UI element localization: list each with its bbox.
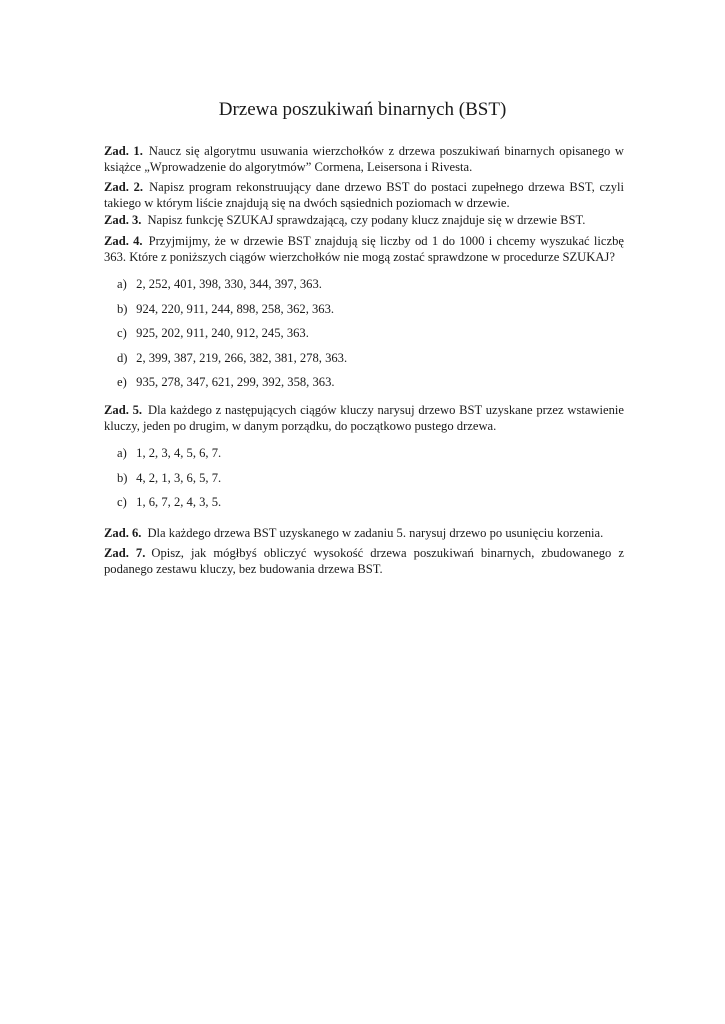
task-label: Zad. 2. (104, 180, 144, 194)
item-text: 2, 252, 401, 398, 330, 344, 397, 363. (136, 277, 322, 291)
item-marker: a) (117, 277, 127, 291)
task-7 (104, 545, 624, 577)
task-text: Naucz się algorytmu usuwania wierzchołków z drzewa poszukiwań binarnych opisanego w książce „Wprowadzenie do algorytmów” Cormena, Leisersona i Rivesta. (104, 144, 624, 174)
list-item (117, 276, 347, 301)
task-text: Napisz program rekonstruujący dane drzewo BST do postaci zupełnego drzewa BST, czyli takiego w którym liście znajdują się na dwóch sąsiednich poziomach w drzewie. (104, 180, 624, 210)
task-label: Zad. 7. (104, 546, 146, 560)
item-marker: b) (117, 301, 128, 316)
list-item (117, 350, 347, 375)
item-marker: b) (117, 470, 128, 485)
page-title: Drzewa poszukiwań binarnych (BST) (218, 99, 507, 120)
task-2 (104, 179, 624, 211)
item-marker: a) (117, 446, 127, 460)
list-item (117, 301, 347, 326)
item-marker: c) (117, 326, 127, 340)
task-5 (104, 402, 624, 434)
task-label: Zad. 1. (104, 144, 143, 158)
item-marker: c) (117, 495, 127, 509)
item-text: 1, 6, 7, 2, 4, 3, 5. (136, 495, 222, 509)
task-4-sequence-list (117, 276, 347, 399)
list-item (117, 445, 221, 470)
task-label: Zad. 3. (104, 213, 142, 227)
task-1 (104, 143, 624, 175)
list-item (117, 325, 347, 350)
list-item (117, 374, 347, 399)
item-marker: d) (117, 350, 128, 365)
item-marker: e) (117, 375, 127, 389)
task-label: Zad. 6. (104, 526, 142, 540)
list-item (117, 470, 221, 495)
task-4 (104, 233, 624, 265)
item-text: 1, 2, 3, 4, 5, 6, 7. (136, 446, 222, 460)
task-text: Dla każdego drzewa BST uzyskanego w zadaniu 5. narysuj drzewo po usunięciu korzenia. (147, 526, 604, 540)
item-text: 2, 399, 387, 219, 266, 382, 381, 278, 363. (136, 350, 348, 365)
task-text: Przyjmijmy, że w drzewie BST znajdują się liczby od 1 do 1000 i chcemy wyszukać liczbę 363. Które z poniższych ciągów wierzchołków nie mogą zostać sprawdzone w procedurze SZUKAJ? (104, 234, 624, 264)
task-text: Dla każdego z następujących ciągów kluczy narysuj drzewo BST uzyskane przez wstawienie kluczy, jeden po drugim, w danym porządku, do początkowo pustego drzewa. (104, 403, 624, 433)
task-label: Zad. 4. (104, 234, 143, 248)
task-label: Zad. 5. (104, 403, 143, 417)
task-5-sequence-list (117, 445, 221, 519)
list-item (117, 494, 221, 519)
task-text: Napisz funkcję SZUKAJ sprawdzającą, czy podany klucz znajduje się w drzewie BST. (147, 213, 586, 227)
task-3 (104, 212, 624, 228)
item-text: 925, 202, 911, 240, 912, 245, 363. (136, 326, 309, 340)
item-text: 935, 278, 347, 621, 299, 392, 358, 363. (136, 375, 335, 389)
task-text: Opisz, jak mógłbyś obliczyć wysokość drzewa poszukiwań binarnych, zbudowanego z podanego zestawu kluczy, bez budowania drzewa BST. (104, 546, 624, 576)
item-text: 924, 220, 911, 244, 898, 258, 362, 363. (136, 301, 335, 316)
task-6 (104, 525, 624, 541)
item-text: 4, 2, 1, 3, 6, 5, 7. (136, 470, 222, 485)
